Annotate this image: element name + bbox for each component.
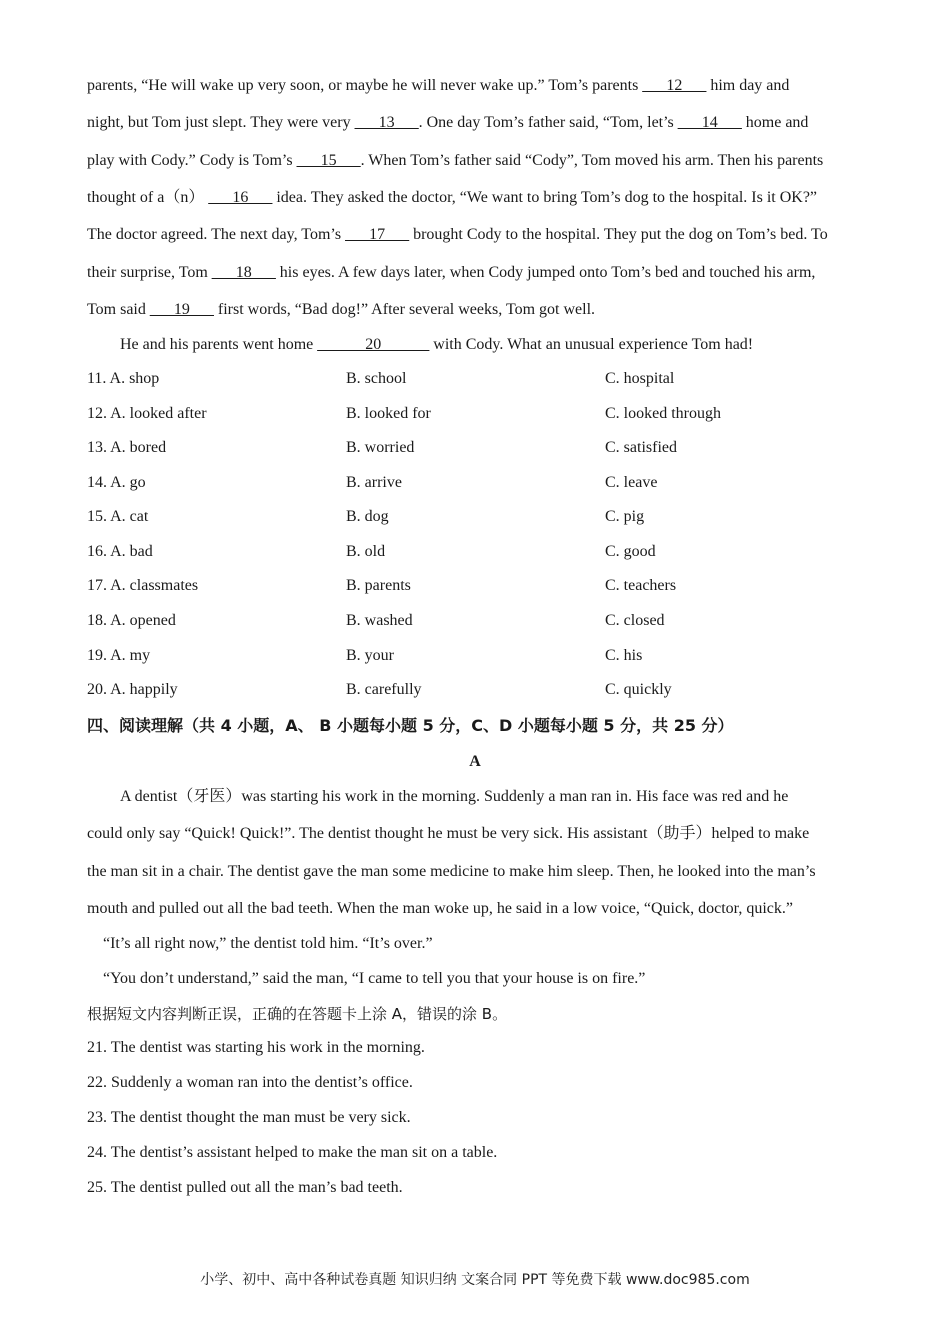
option-row-19 [87,646,847,666]
passage-line-3 [87,151,823,171]
option-a: 12. A. looked after [87,405,207,422]
option-row-12 [87,404,847,424]
option-b: B. carefully [346,681,422,698]
reading-line-1: A dentist（牙医）was starting his work in the morning. Suddenly a man ran in. His face was red and he [120,788,789,805]
text: night, but Tom just slept. They were very [87,114,355,131]
option-c: C. his [605,647,643,664]
blank-13: ___13___ [354,114,419,131]
option-c: C. teachers [605,577,677,594]
question-24: 24. The dentist’s assistant helped to make the man sit on a table. [87,1144,498,1161]
option-a: 13. A. bored [87,439,167,456]
text: him day and [706,77,790,94]
page-footer: 小学、初中、高中各种试卷真题 知识归纳 文案合同 PPT 等免费下载 www.doc985.com [200,1272,750,1288]
text: his eyes. A few days later, when Cody jumped onto Tom’s bed and touched his arm, [275,264,816,281]
option-c: C. quickly [605,681,672,698]
option-b: B. looked for [346,405,431,422]
instruction: 根据短文内容判断正误，正确的在答题卡上涂 A，错误的涂 B。 [87,1005,508,1023]
option-a: 15. A. cat [87,508,149,525]
option-row-11 [87,369,847,389]
reading-line-2: could only say “Quick! Quick!”. The dentist thought he must be very sick. His assistant（助手）helped to make [87,825,810,842]
option-a: 18. A. opened [87,612,176,629]
option-b: B. old [346,543,386,560]
text: parents, “He will wake up very soon, or maybe he will never wake up.” Tom’s parents [87,77,643,94]
text: with Cody. What an unusual experience Tom had! [429,336,754,353]
reading-line-6: “You don’t understand,” said the man, “I came to tell you that your house is on fire.” [103,970,646,987]
option-row-13 [87,438,847,458]
section-heading: 四、阅读理解（共 4 小题，A、 B 小题每小题 5 分，C、D 小题每小题 5 分，共 25 分） [87,716,734,735]
text: He and his parents went home [120,336,318,353]
text: first words, “Bad dog!” After several weeks, Tom got well. [213,301,596,318]
text: brought Cody to the hospital. They put the dog on Tom’s bed. To [409,226,828,243]
text: Tom said [87,301,150,318]
option-c: C. closed [605,612,665,629]
blank-19: ___19___ [149,301,214,318]
passage-line-2 [87,113,808,133]
option-c: C. hospital [605,370,675,387]
option-row-18 [87,611,847,631]
option-b: B. school [346,370,407,387]
option-a: 16. A. bad [87,543,153,560]
text: thought of a（n） [87,189,209,206]
text: The doctor agreed. The next day, Tom’s [87,226,346,243]
text: idea. They asked the doctor, “We want to bring Tom’s dog to the hospital. Is it OK?” [272,189,818,206]
option-b: B. washed [346,612,413,629]
option-c: C. looked through [605,405,721,422]
question-21: 21. The dentist was starting his work in the morning. [87,1039,425,1056]
passage-line-7 [87,300,595,320]
option-c: C. leave [605,474,658,491]
blank-20: ______20______ [317,336,430,353]
option-row-14 [87,473,847,493]
option-a: 17. A. classmates [87,577,199,594]
text: home and [741,114,809,131]
blank-15: ___15___ [296,152,361,169]
option-c: C. satisfied [605,439,677,456]
question-22: 22. Suddenly a woman ran into the dentist’s office. [87,1074,413,1091]
reading-line-4: mouth and pulled out all the bad teeth. When the man woke up, he said in a low voice, “Quick, doctor, quick.” [87,900,793,917]
passage-line-5 [87,225,828,245]
text: their surprise, Tom [87,264,212,281]
option-c: C. pig [605,508,645,525]
blank-14: ___14___ [677,114,742,131]
option-b: B. arrive [346,474,402,491]
passage-line-6 [87,263,815,283]
option-row-20 [87,680,847,700]
option-a: 14. A. go [87,474,146,491]
blank-18: ___18___ [211,264,276,281]
option-a: 11. A. shop [87,370,160,387]
option-b: B. worried [346,439,415,456]
passage-line-4 [87,188,817,208]
blank-16: ___16___ [208,189,273,206]
blank-17: ___17___ [345,226,410,243]
reading-line-3: the man sit in a chair. The dentist gave the man some medicine to make him sleep. Then, he looked into the man’s [87,863,816,880]
option-row-16 [87,542,847,562]
question-23: 23. The dentist thought the man must be very sick. [87,1109,411,1126]
option-a: 19. A. my [87,647,151,664]
text: . One day Tom’s father said, “Tom, let’s [418,114,678,131]
blank-12: ___12___ [642,77,707,94]
reading-line-5: “It’s all right now,” the dentist told him. “It’s over.” [103,935,433,952]
question-25: 25. The dentist pulled out all the man’s bad teeth. [87,1179,403,1196]
option-row-17 [87,576,847,596]
text: . When Tom’s father said “Cody”, Tom moved his arm. Then his parents [360,152,824,169]
passage-label-a: A [469,753,481,770]
option-b: B. dog [346,508,389,525]
option-b: B. your [346,647,394,664]
option-b: B. parents [346,577,411,594]
text: play with Cody.” Cody is Tom’s [87,152,297,169]
option-c: C. good [605,543,656,560]
passage-line-1 [87,76,789,96]
option-row-15 [87,507,847,527]
passage-line-8 [120,335,753,355]
option-a: 20. A. happily [87,681,178,698]
